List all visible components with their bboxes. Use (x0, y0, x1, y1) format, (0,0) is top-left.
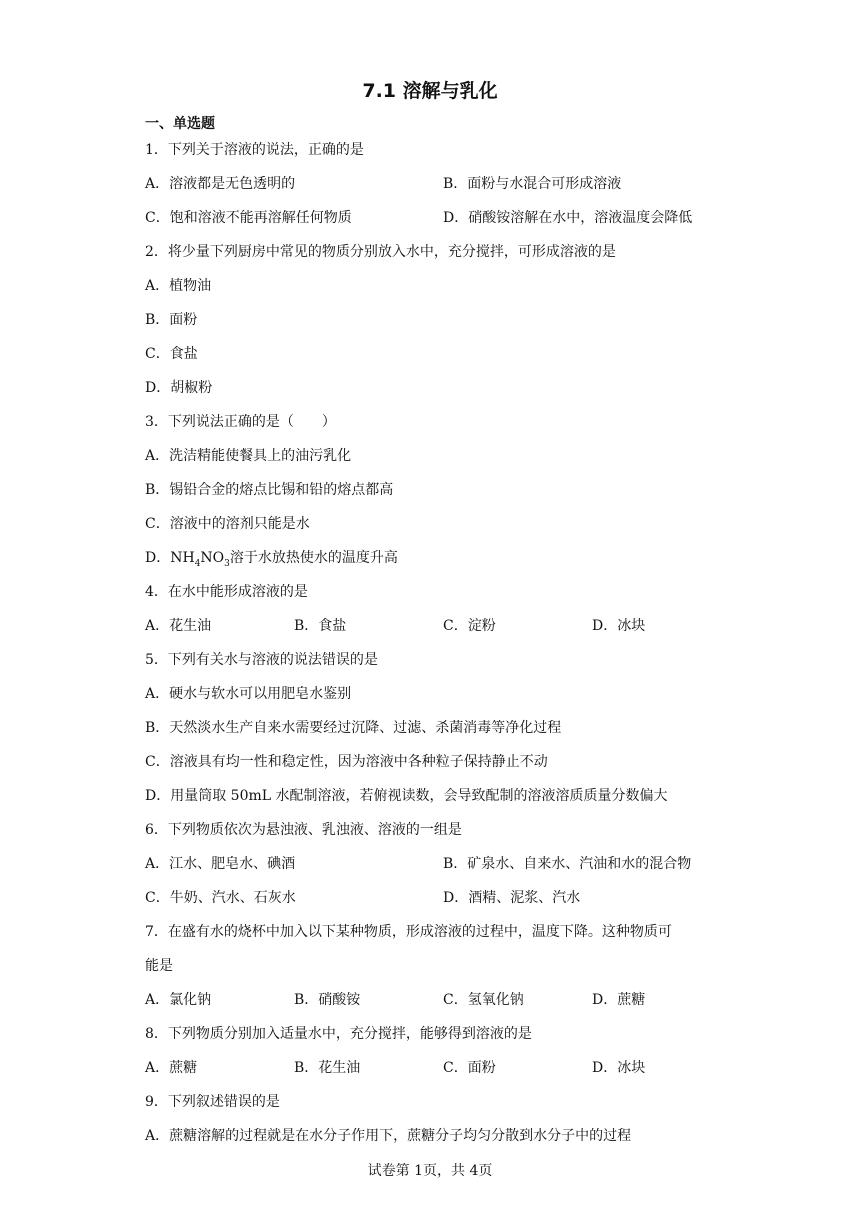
question-2-option-b[interactable]: B．面粉 (145, 312, 198, 328)
question-5-option-a[interactable]: A．硬水与软水可以用肥皂水鉴别 (145, 686, 352, 702)
question-4-option-b[interactable]: B．食盐 (294, 618, 347, 634)
question-4-option-d[interactable]: D．冰块 (592, 618, 646, 634)
question-4-option-a[interactable]: A．花生油 (145, 618, 212, 634)
question-1-option-a[interactable]: A．溶液都是无色透明的 (145, 176, 296, 192)
question-6-options-row-1 (145, 852, 725, 886)
question-1-option-d[interactable]: D．硝酸铵溶解在水中，溶液温度会降低 (443, 210, 693, 226)
question-5-option-c[interactable]: C．溶液具有均一性和稳定性，因为溶液中各种粒子保持静止不动 (145, 754, 548, 770)
question-5-stem: 5．下列有关水与溶液的说法错误的是 (145, 652, 378, 668)
question-3-option-d-sub1: 4 (194, 558, 201, 569)
question-7-options (145, 988, 725, 1022)
question-1-option-b[interactable]: B．面粉与水混合可形成溶液 (443, 176, 622, 192)
question-8-stem: 8．下列物质分别加入适量水中，充分搅拌，能够得到溶液的是 (145, 1026, 532, 1042)
question-1-stem: 1．下列关于溶液的说法，正确的是 (145, 142, 364, 158)
question-6-option-b[interactable]: B．矿泉水、自来水、汽油和水的混合物 (443, 856, 692, 872)
question-7-stem-line-2: 能是 (145, 958, 173, 974)
question-1-option-c[interactable]: C．饱和溶液不能再溶解任何物质 (145, 210, 352, 226)
question-7-stem-line-1: 7．在盛有水的烧杯中加入以下某种物质，形成溶液的过程中，温度下降。这种物质可 (145, 924, 672, 940)
question-6-stem: 6．下列物质依次为悬浊液、乳浊液、溶液的一组是 (145, 822, 462, 838)
question-3-stem: 3．下列说法正确的是（ ） (145, 414, 336, 430)
question-2-option-c[interactable]: C．食盐 (145, 346, 198, 362)
question-2-option-d[interactable]: D．胡椒粉 (145, 380, 213, 396)
question-3-option-c[interactable]: C．溶液中的溶剂只能是水 (145, 516, 310, 532)
question-8-option-c[interactable]: C．面粉 (443, 1060, 496, 1076)
question-7-option-b[interactable]: B．硝酸铵 (294, 992, 361, 1008)
page-title: 7.1 溶解与乳化 (362, 80, 498, 102)
question-3-option-d-prefix: D．NH (145, 550, 195, 566)
question-list (145, 138, 725, 1158)
question-3-option-d-sub2: 3 (224, 558, 230, 569)
question-9-stem: 9．下列叙述错误的是 (145, 1094, 280, 1110)
question-3-option-d-suffix: 溶于水放热使水的温度升高 (229, 550, 398, 566)
question-4-option-c[interactable]: C．淀粉 (443, 618, 496, 634)
question-6-options-row-2 (145, 886, 725, 920)
question-8-option-d[interactable]: D．冰块 (592, 1060, 646, 1076)
question-8-options (145, 1056, 725, 1090)
question-8-option-b[interactable]: B．花生油 (294, 1060, 361, 1076)
question-7-option-d[interactable]: D．蔗糖 (592, 992, 646, 1008)
question-5-option-d[interactable]: D．用量筒取 50mL 水配制溶液，若俯视读数，会导致配制的溶液溶质质量分数偏大 (145, 788, 668, 804)
question-1-options-row-2 (145, 206, 725, 240)
question-2-option-a[interactable]: A．植物油 (145, 278, 212, 294)
question-6-option-d[interactable]: D．酒精、泥浆、汽水 (443, 890, 581, 906)
question-3-option-b[interactable]: B．锡铅合金的熔点比锡和铅的熔点都高 (145, 482, 394, 498)
question-6-option-a[interactable]: A．江水、肥皂水、碘酒 (145, 856, 296, 872)
question-7-option-c[interactable]: C．氢氧化钠 (443, 992, 524, 1008)
question-3-option-a[interactable]: A．洗洁精能使餐具上的油污乳化 (145, 448, 352, 464)
question-9-option-a[interactable]: A．蔗糖溶解的过程就是在水分子作用下，蔗糖分子均匀分散到水分子中的过程 (145, 1128, 632, 1144)
question-6-option-c[interactable]: C．牛奶、汽水、石灰水 (145, 890, 296, 906)
question-5-option-b[interactable]: B．天然淡水生产自来水需要经过沉降、过滤、杀菌消毒等净化过程 (145, 720, 562, 736)
question-2-stem: 2．将少量下列厨房中常见的物质分别放入水中，充分搅拌，可形成溶液的是 (145, 244, 616, 260)
question-7-option-a[interactable]: A．氯化钠 (145, 992, 212, 1008)
page-footer: 试卷第 1页，共 4页 (367, 1163, 493, 1179)
section-heading: 一、单选题 (145, 116, 215, 132)
question-3-option-d-mid: NO (200, 550, 225, 566)
question-8-option-a[interactable]: A．蔗糖 (145, 1060, 198, 1076)
question-1-options-row-1 (145, 172, 725, 206)
question-4-options (145, 614, 725, 648)
question-3-option-d[interactable] (145, 546, 725, 580)
question-4-stem: 4．在水中能形成溶液的是 (145, 584, 308, 600)
